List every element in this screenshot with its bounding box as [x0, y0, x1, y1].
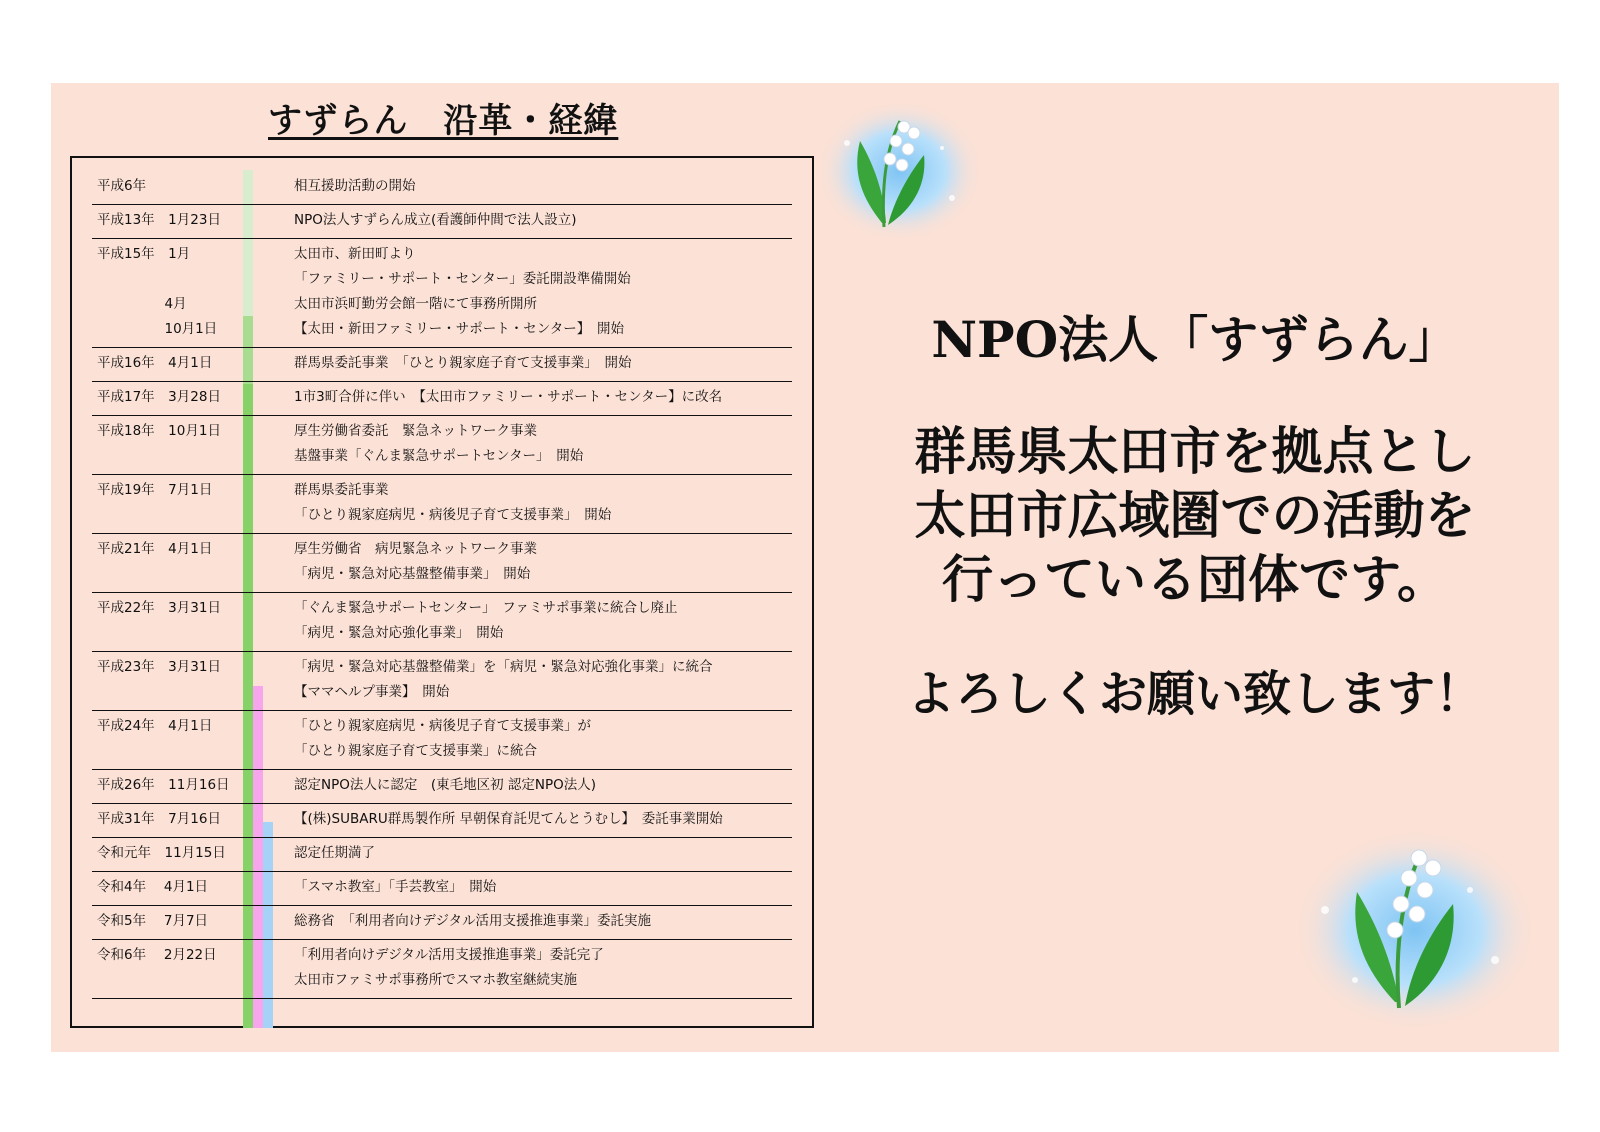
event-line: 「ひとり親家庭子育て支援事業」に統合 [294, 743, 537, 759]
timeline-event [294, 539, 537, 589]
event-line: 「スマホ教室」「手芸教室」 開始 [294, 879, 497, 895]
timeline-event [294, 176, 416, 201]
event-line: 群馬県委託事業 [294, 482, 389, 498]
timeline-row [92, 871, 792, 906]
timeline-event [294, 809, 723, 834]
timeline-row [92, 837, 792, 872]
event-line: 太田市ファミサポ事務所でスマホ教室継続実施 [294, 972, 577, 988]
history-table [70, 156, 814, 1028]
event-line: 「病児・緊急対応基盤整備事業」 開始 [294, 566, 531, 582]
event-line: 【(株)SUBARU群馬製作所 早朝保育託児てんとうむし】 委託事業開始 [294, 811, 723, 827]
timeline-date: 平成6年 [97, 178, 147, 194]
timeline-date: 平成13年 1月23日 [97, 212, 221, 228]
event-line: 「ぐんま緊急サポートセンター」 ファミサポ事業に統合し廃止 [294, 600, 678, 616]
timeline-event [294, 353, 632, 378]
event-line: 【ママヘルプ事業】 開始 [294, 684, 450, 700]
timeline-event [294, 210, 577, 235]
event-line: 「病児・緊急対応基盤整備業」を「病児・緊急対応強化事業」に統合 [294, 659, 713, 675]
timeline-event [294, 945, 604, 995]
description-line: 行っている団体です。 [942, 550, 1448, 610]
event-line: 認定任期満了 [294, 845, 375, 861]
description-line: 太田市広域圏での活動を [914, 486, 1476, 546]
event-line: 1市3町合併に伴い 【太田市ファミリー・サポート・センター】に改名 [294, 389, 723, 405]
event-line: 「利用者向けデジタル活用支援推進事業」委託完了 [294, 947, 604, 963]
timeline-date: 令和4年 4月1日 [97, 879, 209, 895]
lily-of-the-valley-illustration-top [822, 103, 992, 243]
timeline-date: 平成19年 7月1日 [97, 482, 213, 498]
event-line: 太田市浜町勤労会館一階にて事務所開所 [294, 296, 537, 312]
timeline-event [294, 598, 678, 648]
timeline-row [92, 803, 792, 838]
timeline-row [92, 238, 792, 348]
timeline-date: 平成31年 7月16日 [97, 811, 221, 827]
event-line: 認定NPO法人に認定 (東毛地区初 認定NPO法人) [294, 777, 597, 793]
organization-name: NPO法人「すずらん」 [931, 310, 1459, 369]
timeline-row [92, 170, 792, 205]
timeline-date: 平成18年 10月1日 [97, 423, 221, 439]
timeline-row [92, 939, 792, 999]
timeline-row [92, 381, 792, 416]
event-line: 【太田・新田ファミリー・サポート・センター】 開始 [294, 321, 624, 337]
timeline-row [92, 651, 792, 711]
event-line: 群馬県委託事業 「ひとり親家庭子育て支援事業」 開始 [294, 355, 632, 371]
event-line: 基盤事業「ぐんま緊急サポートセンター」 開始 [294, 448, 584, 464]
timeline-row [92, 415, 792, 475]
timeline-date: 平成23年 3月31日 [97, 659, 221, 675]
timeline-event [294, 775, 596, 800]
timeline-row [92, 474, 792, 534]
event-line: 厚生労働省 病児緊急ネットワーク事業 [294, 541, 537, 557]
timeline-event [294, 244, 631, 344]
timeline-row [92, 710, 792, 770]
description-line: 群馬県太田市を拠点とし [914, 422, 1476, 482]
timeline-event [294, 877, 496, 902]
timeline-event [294, 387, 722, 412]
lily-of-the-valley-illustration-bottom [1295, 830, 1535, 1030]
event-line: 厚生労働省委託 緊急ネットワーク事業 [294, 423, 537, 439]
event-line: NPO法人すずらん成立(看護師仲間で法人設立) [294, 212, 577, 228]
timeline-event [294, 716, 591, 766]
event-line: 太田市、新田町より [294, 246, 416, 262]
timeline-row [92, 204, 792, 239]
event-line: 「ひとり親家庭病児・病後児子育て支援事業」 開始 [294, 507, 612, 523]
timeline-row [92, 905, 792, 940]
timeline-event [294, 657, 713, 707]
timeline-event [294, 911, 651, 936]
timeline-row [92, 533, 792, 593]
timeline-date: 平成15年 1月 4月 10月1日 [97, 246, 218, 337]
timeline-date: 平成26年 11月16日 [97, 777, 230, 793]
event-line: 「病児・緊急対応強化事業」 開始 [294, 625, 504, 641]
history-title: すずらん 沿革・経緯 [268, 101, 619, 141]
closing-greeting: よろしくお願い致します！ [906, 666, 1483, 722]
event-line: 「ひとり親家庭病児・病後児子育て支援事業」が [294, 718, 591, 734]
timeline-event [294, 421, 583, 471]
timeline-date: 平成17年 3月28日 [97, 389, 221, 405]
timeline-date: 令和元年 11月15日 [97, 845, 226, 861]
organization-message [845, 290, 1545, 734]
timeline-date: 平成16年 4月1日 [97, 355, 213, 371]
timeline-date: 令和6年 2月22日 [97, 947, 217, 963]
timeline-row [92, 347, 792, 382]
event-line: 総務省 「利用者向けデジタル活用支援推進事業」委託実施 [294, 913, 651, 929]
timeline-date: 令和5年 7月7日 [97, 913, 209, 929]
timeline-row [92, 769, 792, 804]
timeline-date: 平成21年 4月1日 [97, 541, 213, 557]
timeline-date: 平成24年 4月1日 [97, 718, 213, 734]
timeline-event [294, 480, 611, 530]
timeline-event [294, 843, 375, 868]
event-line: 「ファミリー・サポート・センター」委託開設準備開始 [294, 271, 631, 287]
timeline-row [92, 592, 792, 652]
event-line: 相互援助活動の開始 [294, 178, 416, 194]
timeline-date: 平成22年 3月31日 [97, 600, 221, 616]
organization-description [845, 420, 1545, 612]
